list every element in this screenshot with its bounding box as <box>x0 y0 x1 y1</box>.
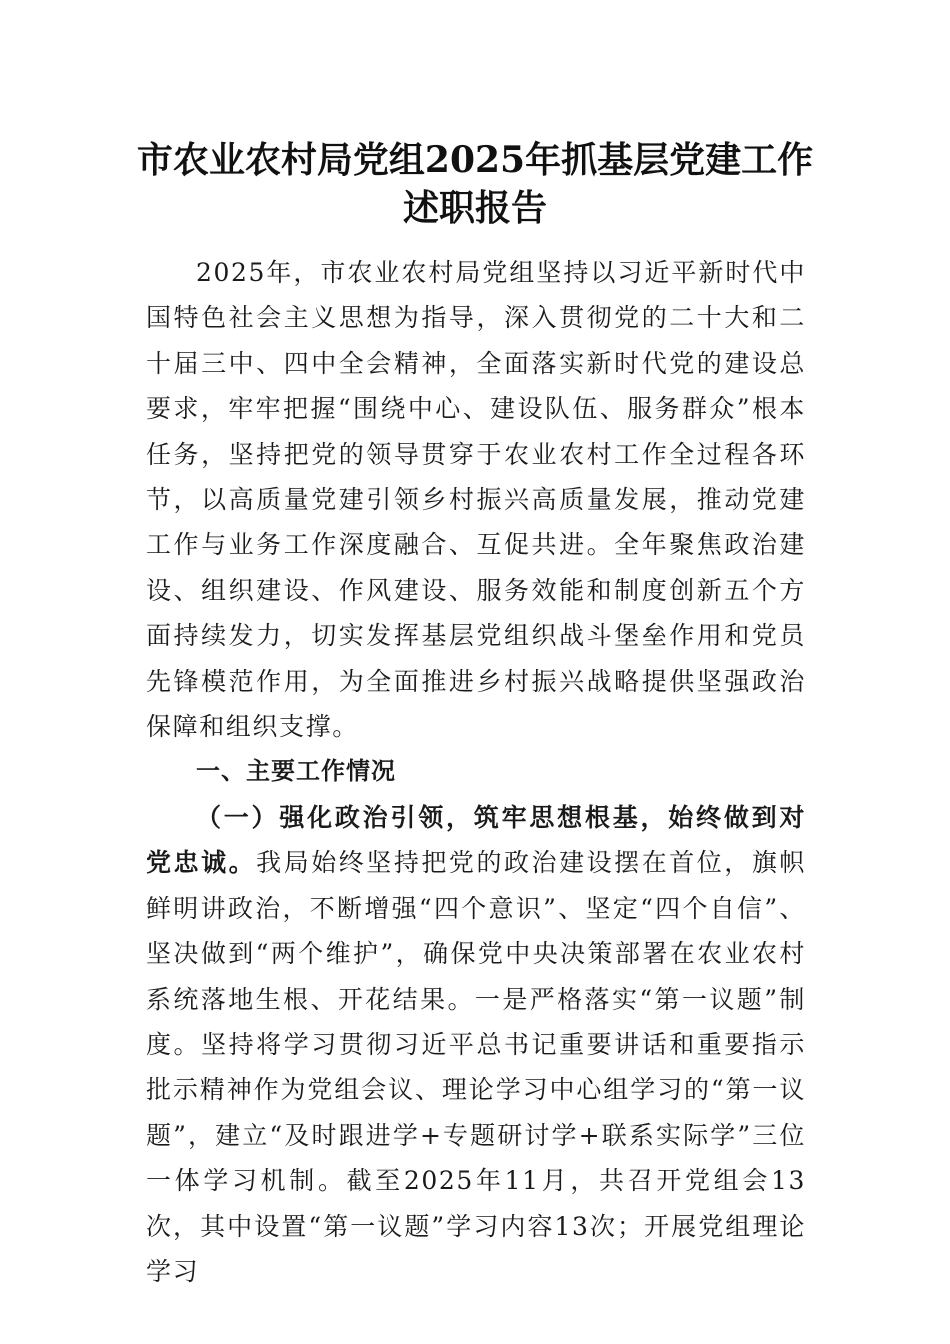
subsection-text: 我局始终坚持把党的政治建设摆在首位，旗帜鲜明讲政治，不断增强“四个意识”、坚定“四个自信”、坚决做到“两个维护”，确保党中央决策部署在农业农村系统落地生根、开花结果。一是严格落实“第一议题”制度。坚持将学习贯彻习近平总书记重要讲话和重要指示批示精神作为党组会议、理论学习中心组学习的“第一议题”，建立“及时跟进学+专题研讨学+联系实际学”三位一体学习机制。截至2025年11月，共召开党组会13次，其中设置“第一议题”学习内容13次；开展党组理论学习 <box>146 848 806 1286</box>
document-title-line2: 述职报告 <box>402 187 547 230</box>
document-body <box>146 250 806 1294</box>
subsection-heading: （一）强化政治引领，筑牢思想根基，始终做到对党忠诚。 <box>146 802 806 878</box>
subsection-paragraph <box>146 795 806 1294</box>
section-heading-main-work: 一、主要工作情况 <box>196 757 396 786</box>
intro-paragraph: 2025年，市农业农村局党组坚持以习近平新时代中国特色社会主义思想为指导，深入贯彻党的二十大和二十届三中、四中全会精神，全面落实新时代党的建设总要求，牢牢把握“围绕中心、建设队伍、服务群众”根本任务，坚持把党的领导贯穿于农业农村工作全过程各环节，以高质量党建引领乡村振兴高质量发展，推动党建工作与业务工作深度融合、互促共进。全年聚焦政治建设、组织建设、作风建设、服务效能和制度创新五个方面持续发力，切实发挥基层党组织战斗堡垒作用和党员先锋模范作用，为全面推进乡村振兴战略提供坚强政治保障和组织支撑。 <box>146 258 806 742</box>
document-title-line1: 市农业农村局党组2025年抓基层党建工作 <box>136 139 814 182</box>
document-title <box>100 136 850 232</box>
